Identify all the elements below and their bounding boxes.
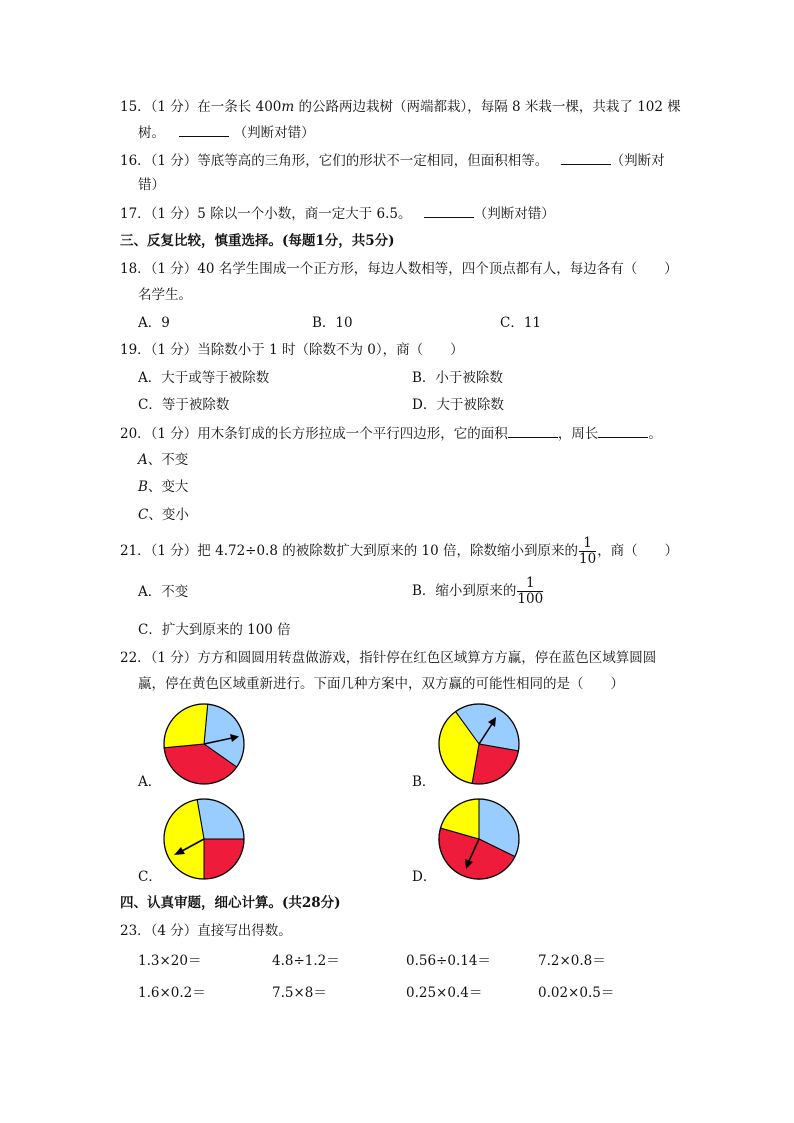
- q20-option-c[interactable]: [138, 505, 189, 525]
- q15-answer-blank[interactable]: [179, 122, 229, 137]
- q20-mid: ，周长: [557, 426, 599, 442]
- q20-end: 。: [648, 426, 662, 442]
- q17-answer-blank[interactable]: [424, 203, 474, 218]
- q15-line1: [120, 97, 681, 117]
- q20-stem: [120, 423, 662, 444]
- q20-text: 20．（1 分）用木条钉成的长方形拉成一个平行四边形，它的面积: [120, 426, 508, 442]
- q23-item: 1.6×0.2＝: [138, 985, 206, 1001]
- q23-item: 0.02×0.5＝: [538, 985, 615, 1001]
- section4-title: 四、认真审题，细心计算。(共28分): [120, 895, 341, 911]
- q22-label-c[interactable]: C．: [138, 869, 162, 885]
- q20-option-b-letter: B: [138, 479, 148, 495]
- q22-line1: 22．（1 分）方方和圆圆用转盘做游戏，指针停在红色区域算方方赢，停在蓝色区域算圆圆: [120, 650, 657, 666]
- spinner-d[interactable]: [437, 797, 521, 881]
- q23-item: 0.56÷0.14＝: [406, 953, 491, 969]
- spinner-b-red-sector: [472, 744, 518, 784]
- q16-line2: 错）: [138, 177, 165, 193]
- q19-option-b[interactable]: B．小于被除数: [412, 370, 503, 386]
- q15-line2-a: 树。: [138, 125, 165, 141]
- q20-option-b[interactable]: [138, 477, 188, 497]
- q22-line2: 赢，停在黄色区域重新进行。下面几种方案中，双方赢的可能性相同的是（ ）: [138, 676, 624, 692]
- spinner-c-blue-sector: [197, 799, 244, 839]
- q16-line1: [120, 150, 665, 171]
- q22-label-b[interactable]: B．: [412, 774, 436, 790]
- q21-end: ，商（ ）: [597, 543, 679, 559]
- q19-option-c[interactable]: C．等于被除数: [138, 397, 230, 413]
- q20-blank-area[interactable]: [508, 423, 558, 438]
- q23-item: 1.3×20＝: [138, 953, 202, 969]
- q22-label-a[interactable]: A．: [138, 774, 162, 790]
- q21-frac-num: 1: [579, 536, 596, 552]
- q18-line2: 名学生。: [138, 287, 192, 303]
- q23-item: 7.5×8＝: [272, 985, 327, 1001]
- q21-frac-den: 10: [579, 551, 597, 567]
- q21-fraction: [579, 536, 596, 567]
- q23-item: 7.2×0.8＝: [538, 953, 606, 969]
- q16-suffix: （判断对: [610, 153, 665, 169]
- q18-line1: 18．（1 分）40 名学生围成一个正方形，每边人数相等，四个顶点都有人，每边各有（ ）: [120, 261, 678, 277]
- q21-stem: [120, 534, 678, 568]
- q21-option-b-fraction: [517, 576, 543, 607]
- q16-text: 16．（1 分）等底等高的三角形，它们的形状不一定相同，但面积相等。: [120, 153, 549, 169]
- q20-option-b-text: 、变大: [147, 479, 189, 495]
- q15-text-b: 的公路两边栽树（两端都栽），每隔 8 米栽一棵，共栽了 102 棵: [294, 99, 681, 115]
- q21-text: 21．（1 分）把 4.72÷0.8 的被除数扩大到原来的 10 倍，除数缩小到原来的: [120, 543, 578, 559]
- q15-unit: m: [281, 99, 295, 115]
- spinner-a-yellow-sector: [164, 704, 208, 748]
- q21-optb-num: 1: [517, 576, 543, 592]
- q22-label-d[interactable]: D．: [412, 869, 437, 885]
- q20-option-a-letter: A: [138, 452, 148, 468]
- q21-option-b[interactable]: [412, 574, 544, 608]
- spinner-c[interactable]: [162, 797, 246, 881]
- q17-text: 17．（1 分）5 除以一个小数，商一定大于 6.5。: [120, 206, 412, 222]
- q21-option-b-text: B．缩小到原来的: [412, 583, 517, 599]
- q21-option-c[interactable]: C．扩大到原来的 100 倍: [138, 622, 291, 638]
- q17-suffix: （判断对错）: [473, 206, 555, 222]
- q19-option-a[interactable]: A．大于或等于被除数: [138, 370, 270, 386]
- q20-option-c-letter: C: [138, 507, 149, 523]
- q17: [120, 203, 555, 224]
- q19-option-d[interactable]: D．大于被除数: [412, 397, 504, 413]
- q20-option-a-text: 、不变: [147, 452, 189, 468]
- q15-line2-b: （判断对错）: [233, 125, 315, 141]
- spinner-b[interactable]: [437, 702, 521, 786]
- section3-title: 三、反复比较，慎重选择。(每题1分，共5分): [120, 233, 395, 249]
- q18-option-b[interactable]: B．10: [312, 315, 353, 331]
- spinner-c-yellow-sector: [164, 800, 204, 879]
- q21-option-a[interactable]: A．不变: [138, 584, 189, 600]
- q20-blank-perimeter[interactable]: [598, 423, 648, 438]
- q18-option-a[interactable]: A．9: [138, 315, 170, 331]
- q21-optb-den: 100: [517, 591, 544, 607]
- q20-option-a[interactable]: [138, 450, 188, 470]
- q23-item: 0.25×0.4＝: [406, 985, 483, 1001]
- q20-option-c-text: 、变小: [148, 507, 189, 523]
- q19-stem: 19．（1 分）当除数小于 1 时（除数不为 0），商（ ）: [120, 342, 464, 358]
- spinner-a[interactable]: [162, 702, 246, 786]
- q23-stem: 23．（4 分）直接写出得数。: [120, 923, 292, 939]
- q18-option-c[interactable]: C．11: [500, 315, 542, 331]
- q23-item: 4.8÷1.2＝: [272, 953, 340, 969]
- q15-text-a: 15．（1 分）在一条长 400: [120, 99, 282, 115]
- q16-answer-blank[interactable]: [561, 150, 611, 165]
- q15-line2: [138, 122, 315, 143]
